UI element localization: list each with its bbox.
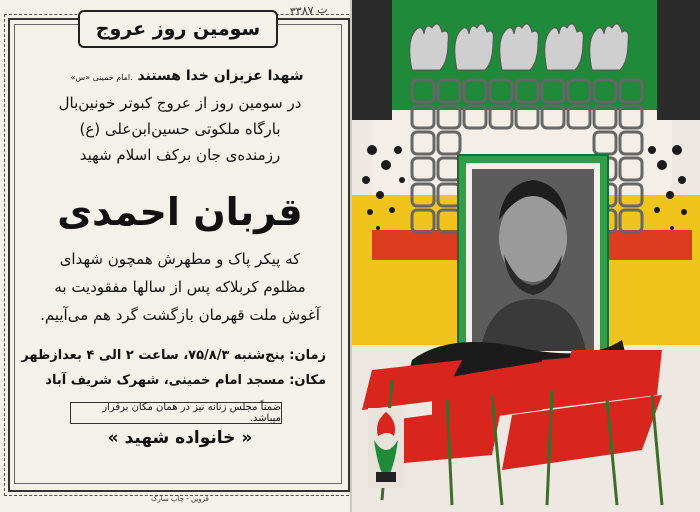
dark-bar-left (352, 0, 392, 120)
time-row (21, 348, 326, 363)
family-signature: « خانواده شهید » (107, 428, 253, 448)
foundation-emblem (368, 408, 404, 488)
quote-source: .امام خمینی «س» (70, 73, 133, 82)
place-label: مکان: (289, 373, 326, 388)
printer-credit: قزوین - چاپ سارک (151, 495, 209, 503)
quote-line (60, 68, 310, 84)
martyr-poster (352, 0, 700, 512)
women-session-note: ضمناً مجلس زنانه نیز در همان مکان برقرار میباشد. (70, 402, 282, 424)
place-row (36, 373, 326, 388)
dark-bar-right (657, 0, 700, 120)
place-value: مسجد امام خمینی، شهرک شریف آباد (45, 373, 285, 388)
handwritten-note: ۳۳۸۷ ت (289, 2, 328, 19)
announcement-title: سومین روز عروج (78, 10, 278, 48)
body-line-1: در سومین روز از عروج کبوتر خونین‌بال (58, 94, 302, 112)
martyr-name: قربان احمدی (57, 190, 303, 234)
body-line-3: رزمنده‌ی جان برکف اسلام شهید (79, 146, 281, 164)
portrait-photo (472, 169, 594, 351)
time-value: پنج‌شنبه ۷۵/۸/۳، ساعت ۲ الی ۴ بعدازظهر (21, 348, 285, 363)
body-line-6: آغوش ملت قهرمان بازگشت گرد هم می‌آییم. (40, 306, 320, 324)
quote-text: شهدا عزیزان خدا هستند (137, 68, 304, 84)
body-line-4: که پیکر پاک و مطهرش همچون شهدای (59, 250, 301, 268)
time-label: زمان: (289, 348, 326, 363)
red-flags (362, 350, 662, 470)
body-line-5: مظلوم کربلاکه پس از سالها مفقودیت به (54, 278, 306, 296)
body-line-2: بارگاه ملکوتی حسین‌ابن‌علی (ع) (79, 120, 281, 138)
poster-artwork (352, 0, 700, 512)
